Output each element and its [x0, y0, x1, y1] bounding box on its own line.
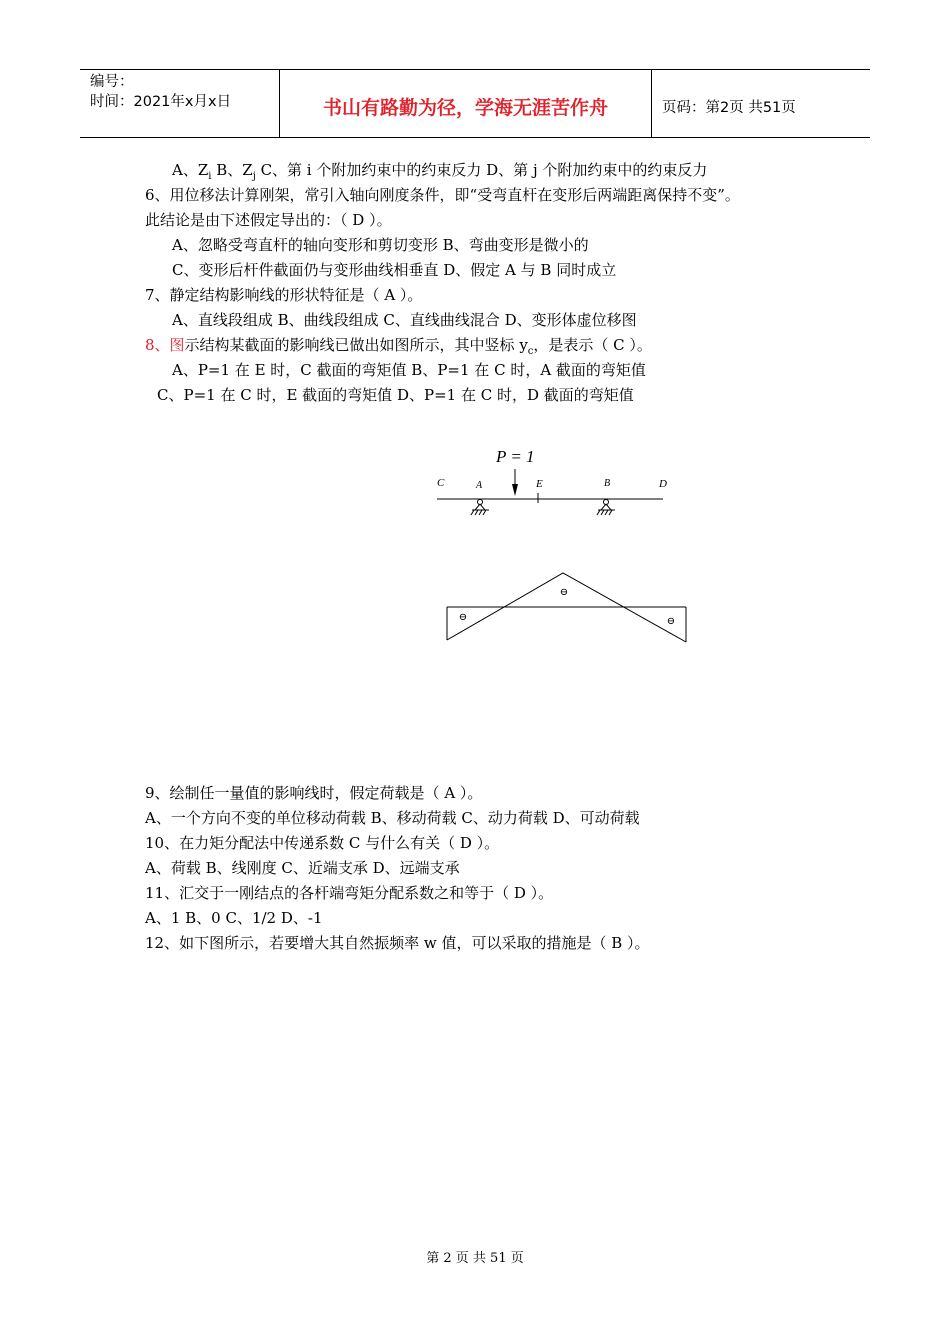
- q8-options-cd: C、P=1 在 C 时，E 截面的弯矩值 D、P=1 在 C 时，D 截面的弯矩值: [157, 386, 634, 404]
- header-motto: 书山有路勤为径，学海无涯苦作舟: [280, 70, 652, 137]
- question-9: 9、绘制任一量值的影响线时，假定荷载是（ A ）。: [145, 784, 483, 802]
- sign-middle: ⊖: [559, 587, 569, 598]
- question-12: 12、如下图所示，若要增大其自然振频率 w 值，可以采取的措施是（ B ）。: [145, 934, 650, 952]
- point-d-label: D: [659, 478, 667, 490]
- question-6-cont: 此结论是由下述假定导出的：（ D ）。: [145, 211, 392, 229]
- q9-options: A、一个方向不变的单位移动荷载 B、移动荷载 C、动力荷载 D、可动荷载: [145, 809, 640, 827]
- support-b: [597, 500, 615, 516]
- load-label: P = 1: [496, 447, 535, 466]
- q5-options: A、$Z_i$ B、$Z_j$ C、第 i 个附加约束中的约束反力 D、第 j 个附加约束中的约束反力: [172, 161, 708, 182]
- q8-options-ab: A、P=1 在 E 时，C 截面的弯矩值 B、P=1 在 C 时，A 截面的弯矩值: [172, 361, 646, 379]
- question-11: 11、汇交于一刚结点的各杆端弯矩分配系数之和等于（ D ）。: [145, 884, 554, 902]
- time-label: 时间：2021年x月x日: [90, 94, 232, 110]
- question-8: 8、图示结构某截面的影响线已做出如图所示，其中竖标 $y_c$，是表示（ C ）。: [145, 336, 652, 357]
- question-10: 10、在力矩分配法中传递系数 C 与什么有关（ D ）。: [145, 834, 500, 852]
- point-c-label: C: [437, 477, 445, 489]
- sign-right: ⊖: [666, 616, 676, 627]
- q6-options-ab: A、忽略受弯直杆的轴向变形和剪切变形 B、弯曲变形是微小的: [172, 236, 589, 254]
- point-b-label: B: [604, 478, 611, 489]
- question-6: 6、用位移法计算刚架，常引入轴向刚度条件，即“受弯直杆在变形后两端距离保持不变”。: [145, 186, 740, 204]
- header-page-label: 页码：第2页 共51页: [662, 100, 796, 116]
- q6-options-cd: C、变形后杆件截面仍与变形曲线相垂直 D、假定 A 与 B 同时成立: [172, 261, 617, 279]
- q7-options: A、直线段组成 B、曲线段组成 C、直线曲线混合 D、变形体虚位移图: [172, 311, 637, 329]
- sign-left: ⊖: [458, 612, 468, 623]
- load-arrow-head: [512, 484, 518, 496]
- question-7: 7、静定结构影响线的形状特征是（ A ）。: [145, 286, 423, 304]
- q11-options: A、1 B、0 C、1/2 D、-1: [145, 909, 323, 927]
- q10-options: A、荷载 B、线刚度 C、近端支承 D、远端支承: [145, 859, 460, 877]
- number-label: 编号：: [90, 74, 134, 90]
- point-e-label: E: [536, 478, 543, 490]
- support-a: [471, 500, 489, 516]
- point-a-label: A: [476, 480, 483, 491]
- page-footer: 第 2 页 共 51 页: [426, 1251, 524, 1266]
